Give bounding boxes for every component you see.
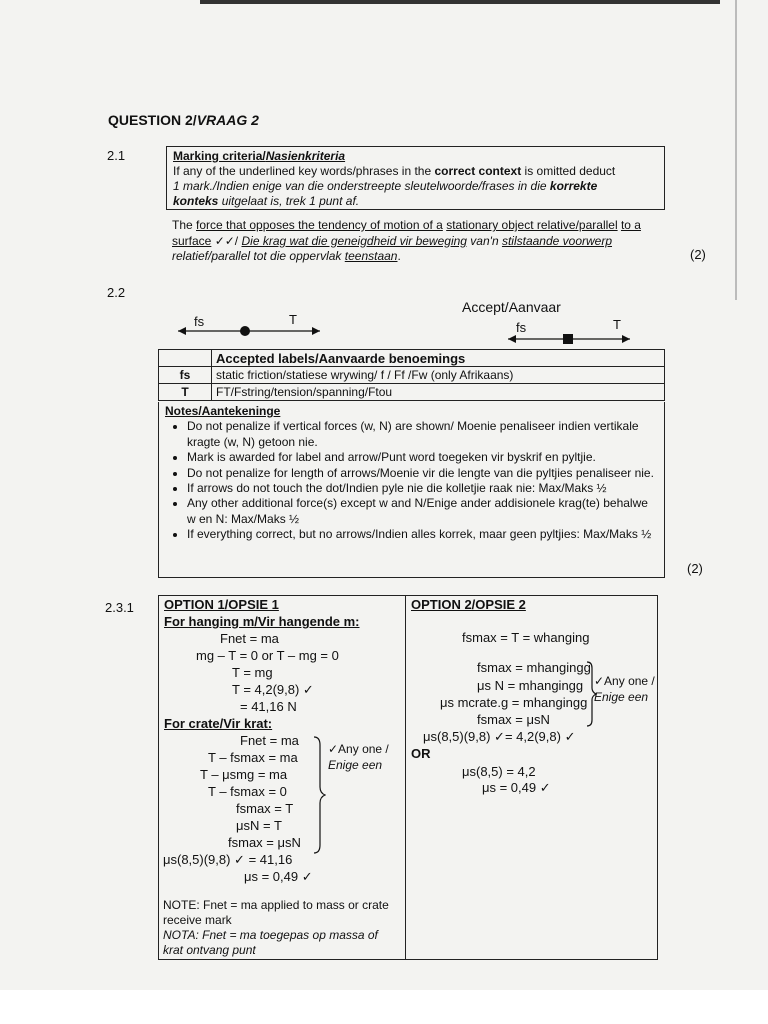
answer-underline: stationary object relative/parallel	[446, 218, 618, 232]
question-title-italic: VRAAG 2	[196, 112, 259, 128]
equation-line: T – fsmax = 0	[208, 784, 287, 799]
question-title-main: QUESTION 2/	[108, 112, 197, 128]
arrow-head-left	[178, 327, 186, 335]
arrow-head-right	[622, 335, 630, 343]
answer-underline: teenstaan	[344, 249, 398, 263]
question-number-2-1: 2.1	[107, 148, 126, 163]
hanging-heading: For hanging m/Vir hangende m:	[164, 614, 360, 629]
criteria-bold: correct context	[434, 164, 522, 178]
option-1-heading: OPTION 1/OPSIE 1	[164, 597, 279, 612]
criteria-heading-af: Nasienkriteria	[265, 149, 346, 163]
equation-line: μsN = T	[236, 818, 282, 833]
note-afrikaans: NOTA: Fnet = ma toegepas op massa of krat ontvang punt	[163, 928, 378, 957]
answer-text: The	[172, 218, 197, 232]
answer-ticks: ✓✓/	[211, 233, 242, 248]
marks-2-1: (2)	[690, 247, 706, 262]
marks-2-2: (2)	[687, 561, 703, 576]
equation-line: T = 4,2(9,8) ✓	[232, 682, 314, 697]
label-fs-2: fs	[516, 320, 527, 335]
question-title	[108, 112, 259, 128]
answer-text: .	[397, 249, 401, 263]
brace-option-1	[312, 735, 326, 855]
label-t: T	[289, 312, 297, 327]
arrow-head-right	[312, 327, 320, 335]
marking-criteria-box	[166, 146, 665, 210]
enige-een-label-2: Enige een	[594, 690, 649, 704]
enige-een-label: Enige een	[328, 758, 383, 772]
table-cell: fs	[159, 367, 212, 384]
equation-line: μs(8,5)(9,8) ✓= 4,2(9,8) ✓	[423, 729, 576, 744]
criteria-bold: konteks	[173, 194, 219, 208]
table-cell: static friction/statiese wrywing/ f / Ff /Fw (only Afrikaans)	[212, 367, 665, 384]
answer-underline: to a surface	[172, 218, 641, 248]
equation-line: fsmax = μsN	[477, 712, 550, 727]
equation-line: fsmax = T	[236, 801, 294, 816]
or-label: OR	[411, 746, 431, 761]
answer-underline: force that opposes the tendency of motion of a	[196, 218, 443, 232]
accept-label: Accept/Aanvaar	[462, 299, 561, 315]
table-cell	[159, 350, 212, 367]
table-cell: T	[159, 384, 212, 401]
table-cell: FT/Fstring/tension/spanning/Ftou	[212, 384, 665, 401]
answer-text: van'n	[466, 233, 502, 248]
equation-line: μs(8,5) = 4,2	[462, 764, 536, 779]
page-bottom-margin	[0, 990, 768, 1024]
notes-heading: Notes/Aantekeninge	[165, 404, 281, 418]
answer-2-1	[172, 218, 667, 265]
equation-line: fsmax = T = whanging	[462, 630, 590, 645]
equation-line: μs(8,5)(9,8) ✓ = 41,16	[163, 852, 293, 867]
equation-line: μs N = mhangingg	[477, 678, 584, 693]
options-divider	[405, 595, 406, 960]
page-edge-line	[735, 0, 737, 300]
question-number-2-2: 2.2	[107, 285, 126, 300]
labels-table	[158, 349, 665, 401]
equation-line: mg – T = 0 or T – mg = 0	[196, 648, 339, 663]
option-2-heading: OPTION 2/OPSIE 2	[411, 597, 526, 612]
equation-line: = 41,16 N	[240, 699, 297, 714]
answer-underline: stilstaande voorwerp	[501, 233, 613, 248]
equation-line: Fnet = ma	[220, 631, 279, 646]
criteria-bold: korrekte	[549, 179, 598, 193]
equation-line: fsmax = mhangingg	[477, 660, 591, 675]
answer-underline: Die krag wat die geneigdheid vir beweging	[241, 233, 467, 248]
label-t-2: T	[613, 317, 621, 332]
note-item: • Do not penalize if vertical forces (w, N) are shown/ Moenie penaliseer indien vertikale kragte (w, N) getoon nie.	[187, 419, 658, 450]
equation-line: T – μsmg = ma	[200, 767, 288, 782]
notes-box	[158, 402, 665, 578]
equation-line: Fnet = ma	[240, 733, 299, 748]
table-row	[159, 350, 665, 367]
note-item: • If arrows do not touch the dot/Indien pyle nie die kolletjie raak nie: Max/Maks ½	[187, 481, 658, 496]
object-dot	[240, 326, 250, 336]
any-one-label-2: ✓Any one /	[594, 674, 655, 688]
equation-line: T = mg	[232, 665, 273, 680]
table-header: Accepted labels/Aanvaarde benoemings	[212, 350, 665, 367]
criteria-text: uitgelaat is, trek 1 punt af.	[218, 194, 360, 208]
criteria-text: 1 mark./Indien enige van die onderstreepte sleutelwoorde/frases in die	[173, 179, 550, 193]
criteria-text: If any of the underlined key words/phrases in the	[173, 164, 435, 178]
equation-line: μs = 0,49 ✓	[482, 780, 551, 795]
equation-line: T – fsmax = ma	[208, 750, 298, 765]
note-item: • If everything correct, but no arrows/Indien alles korrek, maar geen pyltjies: Max/Maks ½	[187, 527, 658, 542]
table-row	[159, 384, 665, 401]
top-edge-bar	[200, 0, 720, 4]
object-square	[563, 334, 573, 344]
note-english: NOTE: Fnet = ma applied to mass or crate receive mark	[163, 898, 389, 927]
answer-text: relatief/parallel tot die oppervlak	[172, 249, 345, 263]
crate-heading: For crate/Vir krat:	[164, 716, 273, 731]
any-one-label: ✓Any one /	[328, 742, 389, 756]
table-row	[159, 367, 665, 384]
note-item: • Any other additional force(s) except w and N/Enige ander addisionele krag(te) behalwe w en N: Max/Maks ½	[187, 496, 658, 527]
criteria-text: is omitted deduct	[521, 164, 616, 178]
equation-line: fsmax = μsN	[228, 835, 301, 850]
arrow-head-left	[508, 335, 516, 343]
question-number-2-3-1: 2.3.1	[105, 600, 134, 615]
equation-line: μs mcrate.g = mhangingg	[440, 695, 588, 710]
label-fs: fs	[194, 314, 205, 329]
criteria-heading: Marking criteria/	[173, 149, 266, 163]
note-item: • Do not penalize for length of arrows/Moenie vir die lengte van die pyltjies penaliseer nie.	[187, 466, 658, 481]
note-item: • Mark is awarded for label and arrow/Punt word toegeken vir byskrif en pyltjie.	[187, 450, 658, 465]
equation-line: μs = 0,49 ✓	[244, 869, 313, 884]
option-1-note	[163, 898, 401, 958]
